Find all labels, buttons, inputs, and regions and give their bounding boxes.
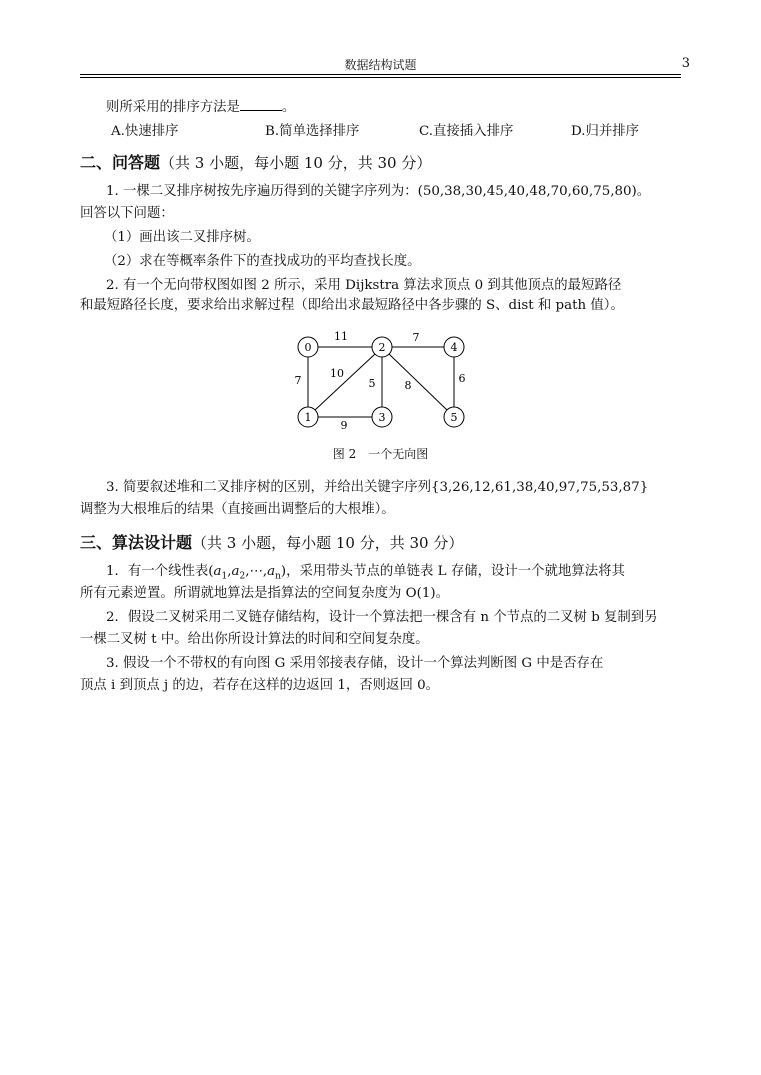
stem-text: 则所采用的排序方法是 [106, 100, 240, 115]
math-sub: n [275, 571, 281, 582]
edge-1-2 [315, 354, 375, 410]
section3-heading [80, 530, 463, 553]
section2-title: 二、问答题 [80, 153, 161, 172]
s2-q1-line2: 回答以下问题： [80, 206, 174, 221]
math-ellipsis: ⋯ [249, 564, 263, 579]
section3-note: （共 3 小题，每小题 10 分，共 30 分） [192, 534, 464, 552]
header-rule-bottom [80, 77, 681, 78]
math-comma: , [262, 564, 268, 579]
stem-end: 。 [281, 100, 296, 115]
s2-q2-line1: 2. 有一个无向带权图如图 2 所示，采用 Dijkstra 算法求顶点 0 到其他顶点的最短路径 [106, 278, 622, 293]
math-comma: , [245, 564, 250, 579]
edge-2-5 [389, 354, 447, 410]
node-label-1: 1 [304, 411, 312, 424]
node-label-0: 0 [304, 341, 312, 354]
s2-q1-line1: 1. 一棵二叉排序树按先序遍历得到的关键字序列为：(50,38,30,45,40,48,70,60,75,80)。 [106, 184, 651, 199]
node-label-4: 4 [450, 341, 458, 354]
s3-q1-line1 [80, 562, 707, 587]
option-b: B.简单选择排序 [265, 124, 360, 139]
node-label-3: 3 [378, 411, 386, 424]
text: )，采用带头节点的单链表 L 存储，设计一个就地算法将其 [280, 564, 625, 579]
math-var: a [213, 564, 222, 579]
math-var: a [267, 564, 276, 579]
undirected-graph-figure [284, 325, 484, 437]
option-a: A.快速排序 [111, 124, 179, 139]
s2-q2-line2: 和最短路径长度，要求给出求解过程（即给出求最短路径中各步骤的 S、dist 和 path 值）。 [80, 298, 624, 313]
edge-weight-0-2: 11 [334, 330, 348, 343]
edge-weight-2-5: 8 [404, 379, 412, 392]
running-header-title: 数据结构试题 [344, 58, 417, 72]
math-var: a [231, 564, 240, 579]
math-sub: 2 [239, 571, 246, 582]
edge-weight-4-5: 6 [458, 372, 466, 385]
s3-q3-line2: 顶点 i 到顶点 j 的边，若存在这样的边返回 1，否则返回 0。 [80, 678, 439, 693]
s2-q1-sub1: （1）画出该二叉排序树。 [104, 230, 260, 245]
math-sub: 1 [221, 571, 228, 582]
s2-q3-line1: 3. 简要叙述堆和二叉排序树的区别，并给出关键字序列{3,26,12,61,38,40,97,75,53,87} [106, 480, 649, 495]
section2-note: （共 3 小题，每小题 10 分，共 30 分） [160, 154, 432, 172]
s3-q2-line2: 一棵二叉树 t 中。给出你所设计算法的时间和空间复杂度。 [80, 632, 429, 647]
edge-weight-1-2: 10 [330, 367, 344, 380]
figure-caption: 图 2 一个无向图 [332, 447, 429, 461]
section2-heading [80, 150, 431, 173]
node-label-2: 2 [378, 341, 386, 354]
page-number: 3 [681, 56, 690, 71]
edge-weight-2-3: 5 [368, 377, 376, 390]
s2-q3-line2: 调整为大根堆后的结果（直接画出调整后的大根堆）。 [80, 502, 395, 517]
option-d: D.归并排序 [571, 124, 640, 139]
edge-weight-1-3: 9 [340, 419, 348, 432]
node-label-5: 5 [450, 411, 458, 424]
option-c: C.直接插入排序 [419, 124, 514, 139]
header-rule-top [80, 74, 681, 75]
s3-q3-line1: 3. 假设一个不带权的有向图 G 采用邻接表存储，设计一个算法判断图 G 中是否存在 [106, 656, 604, 671]
math-comma: , [227, 564, 232, 579]
s2-q1-sub2: （2）求在等概率条件下的查找成功的平均查找长度。 [104, 254, 421, 269]
s3-q2-line1: 2．假设二叉树采用二叉链存储结构，设计一个算法把一棵含有 n 个节点的二叉树 b 复制到另 [106, 610, 658, 625]
answer-blank [240, 96, 282, 111]
prev-question-stem [80, 96, 707, 118]
edge-weight-0-1: 7 [294, 374, 302, 387]
section3-title: 三、算法设计题 [80, 533, 193, 552]
s3-q1-line2: 所有元素逆置。所谓就地算法是指算法的空间复杂度为 O(1)。 [80, 586, 449, 601]
edge-weight-2-4: 7 [412, 331, 420, 344]
text: 1．有一个线性表( [106, 564, 214, 579]
